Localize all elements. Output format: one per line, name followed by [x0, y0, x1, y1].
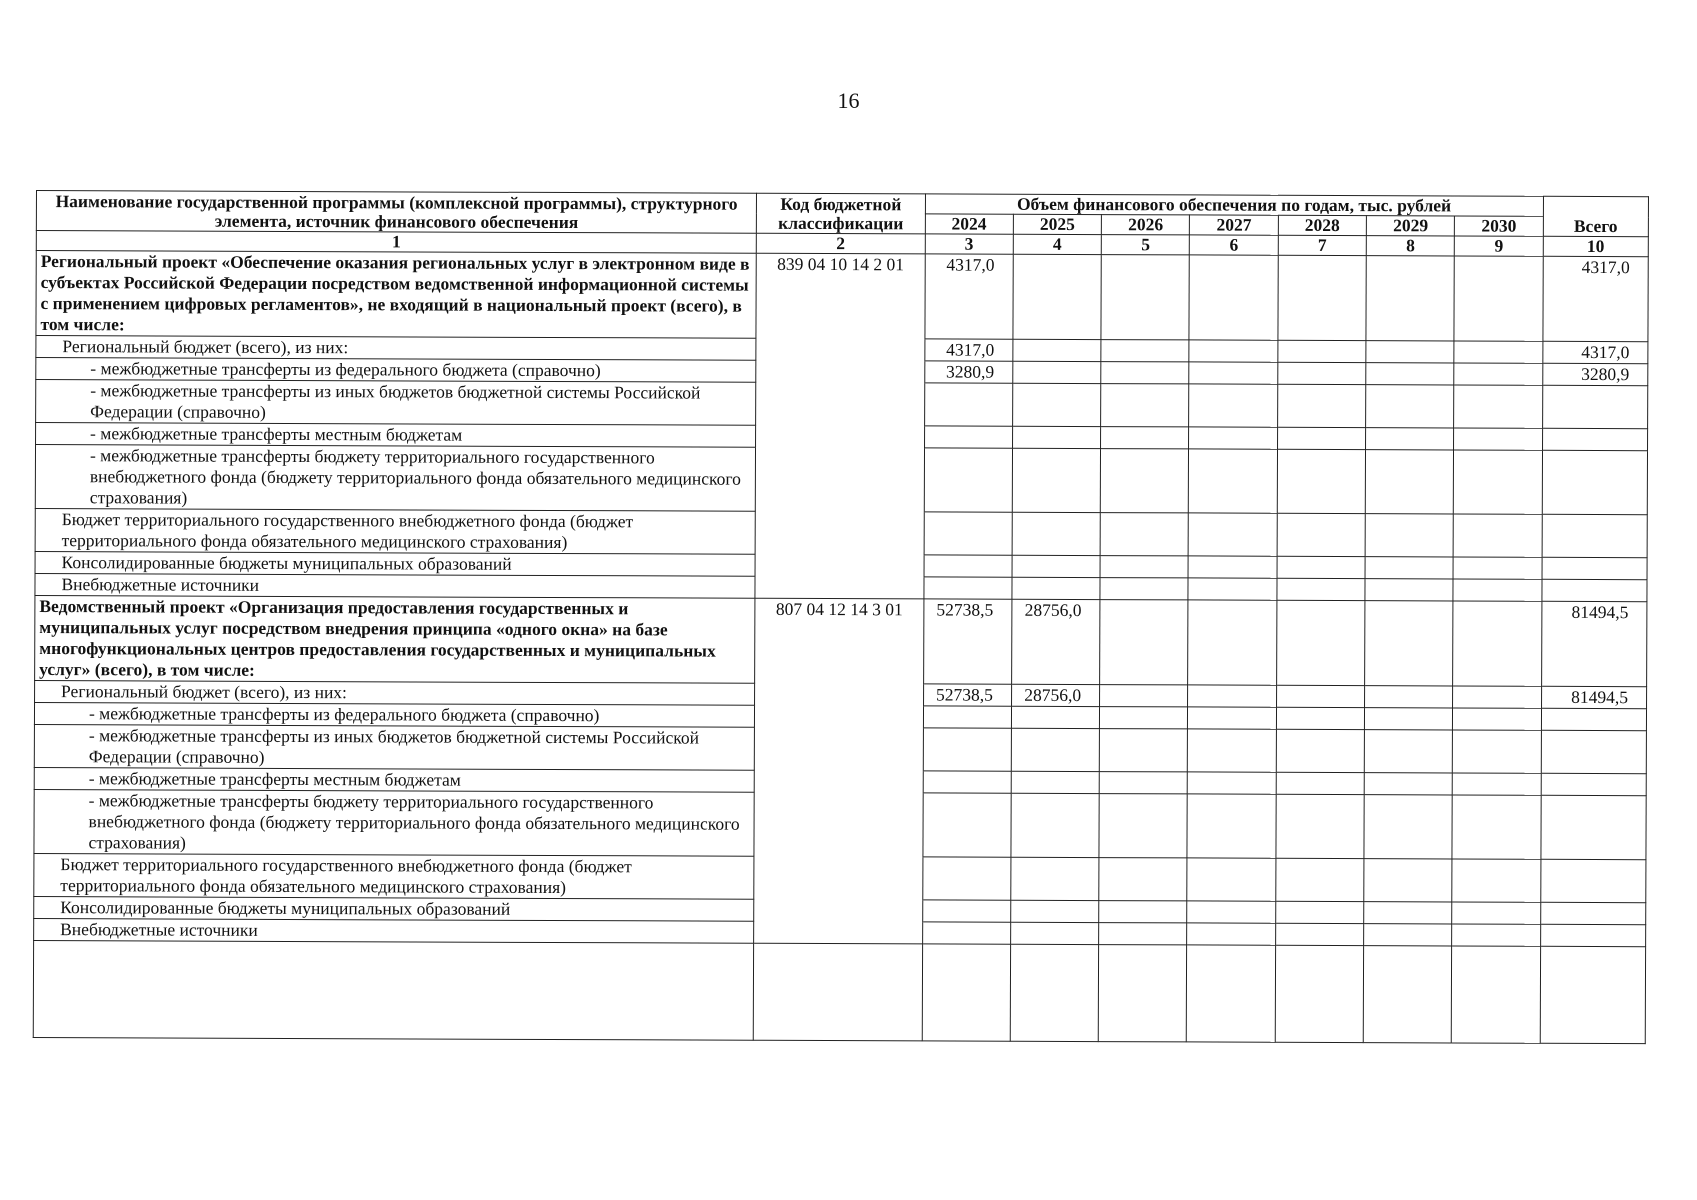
year-value — [1453, 579, 1541, 601]
year-value — [1453, 708, 1541, 730]
year-value — [1365, 557, 1453, 579]
year-value — [922, 793, 1011, 857]
year-value — [924, 512, 1012, 555]
table-row — [35, 508, 1647, 557]
year-value — [1365, 601, 1454, 686]
year-value — [1011, 793, 1100, 857]
year-value — [1276, 685, 1364, 707]
header-year: 2027 — [1190, 215, 1278, 235]
blank-cell — [922, 944, 1011, 1041]
table-row — [34, 853, 1646, 902]
total-value — [1542, 557, 1647, 579]
funding-source-label: Внебюджетные источники — [35, 573, 755, 598]
total-value — [1542, 579, 1647, 601]
year-value: 4317,0 — [924, 254, 1013, 339]
year-value — [1189, 449, 1278, 513]
column-number: 1 — [36, 231, 756, 254]
header-financing-group: Объем финансового обеспечения по годам, тыс. рублей — [925, 194, 1543, 216]
year-value — [1187, 901, 1275, 923]
blank-row — [33, 940, 1645, 1043]
year-value — [922, 857, 1010, 900]
project-title: Региональный проект «Обеспечение оказания региональных услуг в электронном виде в субъектах Российской Федерации посредством ведомственной информационной системы с применением цифровых регламентов», не входящий в национальный проект (всего), в том числе: — [36, 251, 757, 339]
budget-code — [755, 511, 923, 555]
year-value — [1101, 362, 1189, 384]
year-value — [1012, 448, 1101, 512]
funding-source-label: Консолидированные бюджеты муниципальных образований — [34, 896, 754, 921]
funding-source-label: - межбюджетные трансферты местным бюджетам — [36, 423, 756, 448]
year-value — [1277, 427, 1365, 449]
year-value — [1011, 728, 1099, 771]
year-value: 52738,5 — [923, 599, 1012, 684]
year-value: 28756,0 — [1011, 599, 1100, 684]
budget-code — [754, 899, 922, 922]
header-name: Наименование государственной программы (комплексной программы), структурного элемента, источник финансового обеспечения — [36, 191, 756, 234]
header-year: 2025 — [1013, 214, 1101, 234]
budget-code — [756, 425, 924, 448]
year-value — [1277, 513, 1365, 556]
total-value — [1540, 924, 1645, 946]
year-value — [1452, 795, 1541, 859]
page-number: 16 — [837, 88, 860, 113]
blank-cell — [1363, 946, 1452, 1043]
funding-source-label: - межбюджетные трансферты бюджету территориального государственного внебюджетного фонда (бюджету территориального фонда обязательного медицинского страхования) — [34, 789, 755, 856]
column-number: 6 — [1190, 235, 1278, 255]
budget-code — [755, 576, 923, 599]
table-body — [33, 251, 1648, 1044]
year-value — [1013, 254, 1102, 339]
year-value — [1277, 449, 1366, 513]
year-value — [1454, 450, 1543, 514]
total-value — [1541, 730, 1646, 773]
total-value — [1541, 795, 1647, 859]
year-value — [1364, 730, 1452, 773]
header-year: 2029 — [1366, 216, 1454, 236]
year-value — [1364, 795, 1453, 859]
year-value — [1012, 512, 1100, 555]
budget-code — [755, 705, 923, 728]
funding-source-label: Региональный бюджет (всего), из них: — [35, 680, 755, 705]
total-value: 4317,0 — [1543, 256, 1649, 341]
year-value — [1452, 902, 1540, 924]
header-year: 2024 — [925, 214, 1013, 234]
year-value — [1189, 340, 1277, 362]
year-value — [1366, 385, 1454, 428]
year-value — [1189, 362, 1277, 384]
year-value — [1275, 901, 1363, 923]
blank-cell — [1010, 944, 1099, 1041]
table-row — [36, 380, 1648, 429]
budget-code — [754, 921, 922, 944]
column-number: 8 — [1366, 236, 1454, 256]
year-value — [922, 900, 1010, 922]
year-value — [1365, 686, 1453, 708]
year-value — [1276, 729, 1364, 772]
budget-code — [754, 792, 922, 857]
budget-code: 807 04 12 14 3 01 — [755, 598, 924, 684]
blank-cell — [1540, 946, 1646, 1043]
year-value — [923, 728, 1011, 771]
year-value — [1012, 555, 1100, 577]
year-value — [1275, 923, 1363, 945]
funding-source-label: - межбюджетные трансферты из федерального бюджета (справочно) — [34, 702, 754, 727]
year-value — [1011, 857, 1099, 900]
year-value — [1188, 556, 1276, 578]
year-value — [1189, 255, 1278, 340]
budget-code: 839 04 10 14 2 01 — [756, 253, 925, 339]
table-row — [34, 724, 1646, 773]
year-value — [1453, 686, 1541, 708]
year-value — [1454, 385, 1543, 428]
year-value — [1101, 255, 1190, 340]
year-value — [1188, 578, 1276, 600]
year-value — [1187, 923, 1275, 945]
total-value — [1541, 859, 1646, 902]
funding-source-label: Внебюджетные источники — [34, 918, 754, 943]
year-value — [1365, 579, 1453, 601]
column-number: 3 — [925, 234, 1013, 254]
column-number: 2 — [757, 233, 925, 254]
year-value — [1364, 859, 1452, 902]
blank-cell — [1187, 945, 1276, 1042]
year-value — [1454, 363, 1542, 385]
column-number: 9 — [1455, 236, 1543, 256]
year-value — [1278, 340, 1366, 362]
year-value — [1188, 729, 1276, 772]
funding-source-label: Бюджет территориального государственного внебюджетного фонда (бюджет территориального фонда обязательного медицинского страхования) — [35, 508, 755, 554]
year-value — [1012, 383, 1100, 426]
year-value — [924, 426, 1012, 448]
year-value — [923, 771, 1011, 793]
total-value — [1542, 450, 1648, 514]
year-value — [1012, 577, 1100, 599]
year-value — [1189, 427, 1277, 449]
funding-source-label: - межбюджетные трансферты из иных бюджетов бюджетной системы Российской Федерации (справочно) — [36, 380, 756, 426]
year-value — [1100, 578, 1188, 600]
year-value — [1188, 685, 1276, 707]
year-value — [1277, 556, 1365, 578]
budget-code — [755, 727, 923, 771]
year-value — [924, 383, 1012, 426]
header-total: Всего — [1543, 196, 1648, 236]
year-value: 3280,9 — [924, 361, 1012, 383]
year-value — [1101, 427, 1189, 449]
year-value — [1364, 902, 1452, 924]
blank-cell — [33, 940, 754, 1040]
header-year: 2030 — [1455, 216, 1543, 236]
budget-code — [754, 856, 922, 900]
year-value — [1100, 449, 1189, 513]
column-number: 10 — [1543, 236, 1648, 256]
year-value — [1188, 707, 1276, 729]
funding-source-label: Консолидированные бюджеты муниципальных образований — [35, 551, 755, 576]
year-value — [1011, 771, 1099, 793]
year-value — [1364, 924, 1452, 946]
blank-cell — [1098, 945, 1187, 1042]
table-row — [34, 789, 1646, 859]
total-value — [1542, 385, 1647, 428]
year-value — [1100, 600, 1189, 685]
year-value — [1099, 729, 1187, 772]
year-value — [1454, 341, 1542, 363]
header-code: Код бюджетной классификации — [757, 193, 925, 234]
year-value — [1189, 384, 1277, 427]
funding-source-label: - межбюджетные трансферты из иных бюджетов бюджетной системы Российской Федерации (справочно) — [34, 724, 754, 770]
year-value — [1452, 859, 1541, 902]
year-value — [1012, 426, 1100, 448]
year-value — [1276, 858, 1364, 901]
year-value — [1454, 428, 1542, 450]
year-value — [1013, 339, 1101, 361]
year-value — [1101, 384, 1189, 427]
total-value: 81494,5 — [1541, 686, 1646, 708]
year-value — [1099, 772, 1187, 794]
year-value — [1366, 341, 1454, 363]
year-value — [1453, 601, 1542, 686]
financing-table — [33, 190, 1649, 1044]
year-value — [1011, 706, 1099, 728]
year-value — [1454, 256, 1543, 341]
year-value — [1453, 773, 1541, 795]
year-value — [1188, 772, 1276, 794]
header-year: 2026 — [1101, 215, 1189, 235]
year-value — [1452, 924, 1540, 946]
year-value — [1364, 773, 1452, 795]
year-value: 28756,0 — [1011, 684, 1099, 706]
year-value — [1453, 514, 1542, 557]
year-value — [1189, 513, 1277, 556]
year-value — [1187, 858, 1275, 901]
year-value — [1099, 794, 1188, 858]
year-value — [1366, 363, 1454, 385]
funding-source-label: - межбюджетные трансферты из федерального бюджета (справочно) — [36, 358, 756, 383]
year-value: 4317,0 — [924, 339, 1012, 361]
funding-source-label: - межбюджетные трансферты местным бюджетам — [34, 767, 754, 792]
year-value — [1278, 362, 1366, 384]
year-value — [1365, 450, 1454, 514]
table-row — [35, 445, 1647, 515]
year-value — [1366, 428, 1454, 450]
blank-cell — [1452, 946, 1541, 1043]
year-value — [1276, 600, 1365, 685]
financing-table-container — [33, 190, 1649, 1044]
year-value — [1099, 901, 1187, 923]
year-value — [922, 922, 1010, 944]
budget-code — [756, 447, 924, 512]
year-value — [924, 448, 1013, 512]
table-header — [36, 191, 1648, 257]
project-title: Ведомственный проект «Организация предоставления государственных и муниципальных услуг посредством внедрения принципа «одного окна» на базе многофункциональных центров предоставления государственных и муниципальных услуг» (всего), в том числе: — [35, 595, 756, 683]
total-value: 81494,5 — [1541, 601, 1647, 686]
header-year: 2028 — [1278, 215, 1366, 235]
total-value — [1541, 708, 1646, 730]
total-value — [1542, 514, 1647, 557]
total-value — [1542, 428, 1647, 450]
year-value — [923, 706, 1011, 728]
column-number: 7 — [1278, 235, 1366, 255]
blank-cell — [1275, 945, 1364, 1042]
funding-source-label: Региональный бюджет (всего), из них: — [36, 336, 756, 361]
year-value — [1099, 858, 1187, 901]
year-value — [1276, 707, 1364, 729]
year-value — [1277, 578, 1365, 600]
year-value — [1453, 557, 1541, 579]
year-value — [1100, 707, 1188, 729]
year-value — [1276, 772, 1364, 794]
year-value — [1099, 923, 1187, 945]
total-value: 3280,9 — [1542, 363, 1647, 385]
year-value — [924, 555, 1012, 577]
year-value — [1188, 600, 1277, 685]
year-value — [1100, 556, 1188, 578]
year-value: 52738,5 — [923, 684, 1011, 706]
year-value — [1100, 685, 1188, 707]
year-value — [1278, 255, 1367, 340]
table-row — [36, 251, 1648, 342]
budget-code — [754, 770, 922, 793]
year-value — [1187, 794, 1276, 858]
year-value — [1276, 794, 1365, 858]
budget-code — [756, 338, 924, 361]
blank-cell — [754, 943, 923, 1041]
total-value — [1540, 902, 1645, 924]
year-value — [1010, 922, 1098, 944]
funding-source-label: Бюджет территориального государственного внебюджетного фонда (бюджет территориального фонда обязательного медицинского страхования) — [34, 853, 754, 899]
year-value — [1366, 256, 1455, 341]
column-number: 5 — [1101, 235, 1189, 255]
budget-code — [756, 360, 924, 383]
total-value: 4317,0 — [1543, 341, 1648, 363]
column-number: 4 — [1013, 234, 1101, 254]
budget-code — [755, 554, 923, 577]
funding-source-label: - межбюджетные трансферты бюджету территориального государственного внебюджетного фонда (бюджету территориального фонда обязательного медицинского страхования) — [35, 445, 756, 512]
total-value — [1541, 773, 1646, 795]
year-value — [1100, 513, 1188, 556]
budget-code — [756, 382, 924, 426]
year-value — [1011, 900, 1099, 922]
year-value — [1365, 514, 1453, 557]
year-value — [1453, 730, 1542, 773]
budget-code — [755, 683, 923, 706]
year-value — [923, 577, 1011, 599]
table-row — [35, 595, 1647, 686]
year-value — [1101, 340, 1189, 362]
year-value — [1277, 384, 1365, 427]
year-value — [1013, 361, 1101, 383]
year-value — [1365, 708, 1453, 730]
